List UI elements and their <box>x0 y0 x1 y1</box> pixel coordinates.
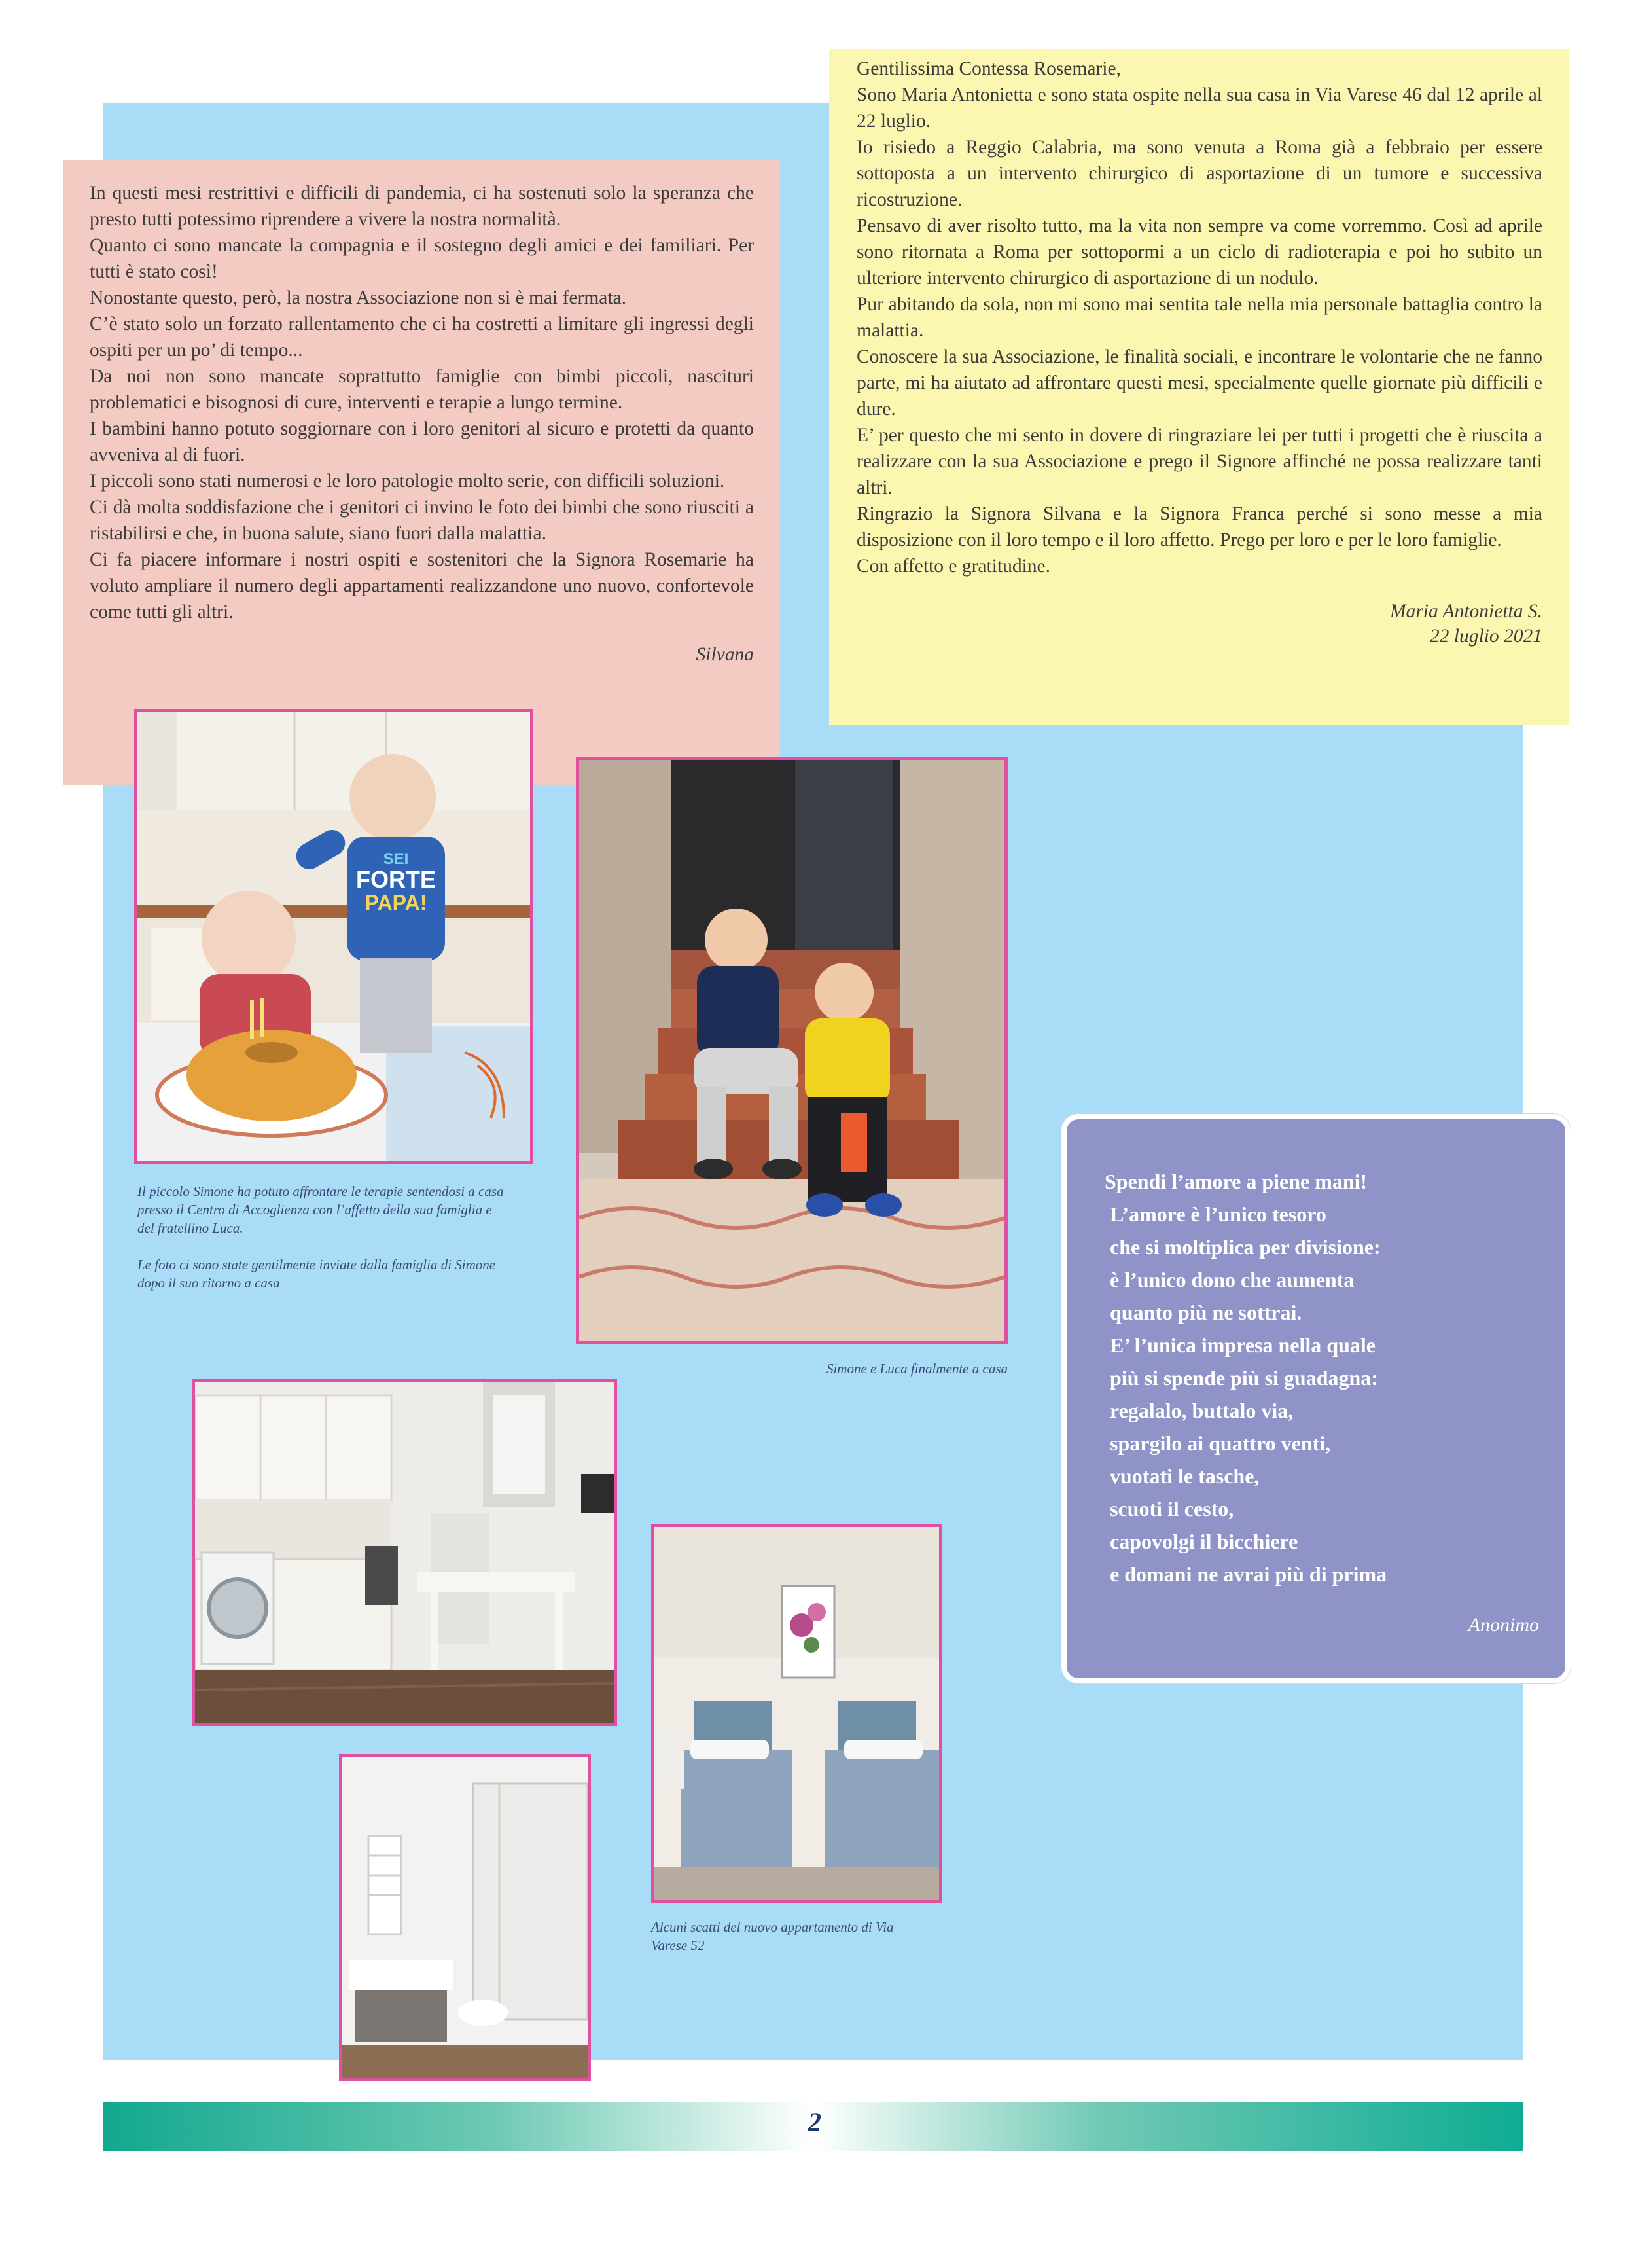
silvana-paragraph: Da noi non sono mancate soprattutto famiglie con bimbi piccoli, nascituri problematici e bisognosi di cure, interventi e terapie a lungo termine. <box>90 366 754 413</box>
photo-simone-luca-stairs-image <box>579 760 1004 1341</box>
maria-closing: Con affetto e gratitudine. <box>857 556 1051 577</box>
photo-apartment-bedroom-image <box>654 1527 939 1900</box>
photo-apartment-bedroom <box>651 1524 942 1903</box>
silvana-paragraph: Nonostante questo, però, la nostra Associazione non si è mai fermata. <box>90 287 627 308</box>
poem-line: quanto più ne sottrai. <box>1105 1301 1302 1324</box>
silvana-paragraph: C’è stato solo un forzato rallentamento che ci ha costretti a limitare gli ingressi degli ospiti per un po’ di tempo... <box>90 314 754 361</box>
poem-line: vuotati le tasche, <box>1105 1464 1260 1488</box>
poem-line: spargilo ai quattro venti, <box>1105 1431 1331 1455</box>
caption-simone-2: Le foto ci sono state gentilmente inviate dalla famiglia di Simone dopo il suo ritorno a casa <box>137 1257 496 1291</box>
shirt-text-line3: PAPA! <box>364 891 427 914</box>
photo-simone-luca-stairs <box>576 757 1008 1344</box>
maria-letter-box <box>829 49 1569 725</box>
poem-line: più si spende più si guadagna: <box>1105 1366 1378 1390</box>
poem-line: Spendi l’amore a piene mani! <box>1105 1170 1368 1193</box>
silvana-paragraph: In questi mesi restrittivi e difficili di pandemia, ci ha sostenuti solo la speranza che presto tutti potessimo riprendere a vivere la nostra normalità. <box>90 183 754 230</box>
maria-paragraph: Ringrazio la Signora Silvana e la Signora Franca perché si sono messe a mia disposizione con il loro tempo e il loro affetto. Prego per loro e per le loro famiglie. <box>857 503 1542 550</box>
maria-paragraph: Conoscere la sua Associazione, le finalità sociali, e incontrare le volontarie che ne fanno parte, mi ha aiutato ad affrontare questi mesi, specialmente quelle giornate più difficili e dure. <box>857 346 1542 420</box>
photo-apartment-kitchen <box>192 1379 617 1726</box>
maria-greeting: Gentilissima Contessa Rosemarie, <box>857 58 1121 79</box>
maria-signature-date: 22 luglio 2021 <box>1429 626 1542 647</box>
photo-apartment-kitchen-image <box>195 1382 614 1723</box>
silvana-paragraph: I piccoli sono stati numerosi e le loro patologie molto serie, con difficili soluzioni. <box>90 471 725 492</box>
silvana-signature: Silvana <box>696 644 754 665</box>
maria-paragraph: Sono Maria Antonietta e sono stata ospite nella sua casa in Via Varese 46 dal 12 aprile al 22 luglio. <box>857 84 1542 132</box>
maria-signature-name: Maria Antonietta S. <box>1390 601 1542 622</box>
poem-line: L’amore è l’unico tesoro <box>1105 1202 1326 1226</box>
page-number: 2 <box>808 2107 821 2136</box>
poem-author: Anonimo <box>1468 1614 1539 1636</box>
maria-paragraph: E’ per questo che mi sento in dovere di ringraziare lei per tutti i progetti che è riuscita a realizzare con la sua Associazione e prego il Signore affinché ne possa realizzare tanti altri. <box>857 425 1542 498</box>
maria-letter-text <box>857 56 1542 579</box>
poem-line: scuoti il cesto, <box>1105 1497 1234 1521</box>
poem-line: che si moltiplica per divisione: <box>1105 1235 1381 1259</box>
shirt-text-line2: FORTE <box>356 866 436 893</box>
poem-line: E’ l’unica impresa nella quale <box>1105 1333 1376 1357</box>
caption-apartment: Alcuni scatti del nuovo appartamento di Via Varese 52 <box>651 1919 894 1953</box>
silvana-paragraph: Ci fa piacere informare i nostri ospiti e sostenitori che la Signora Rosemarie ha voluto ampliare il numero degli appartamenti realizzandone uno nuovo, confortevole come tutti gli altri. <box>90 549 754 622</box>
silvana-paragraph: Quanto ci sono mancate la compagnia e il sostegno degli amici e dei familiari. Per tutti è stato così! <box>90 235 754 282</box>
poem-line: regalalo, buttalo via, <box>1105 1399 1294 1422</box>
poem-text <box>1105 1165 1539 1591</box>
photo-apartment-bathroom-image <box>342 1757 588 2078</box>
silvana-paragraph: I bambini hanno potuto soggiornare con i loro genitori al sicuro e protetti da quanto avveniva al di fuori. <box>90 418 754 465</box>
caption-simone-1: Il piccolo Simone ha potuto affrontare le terapie sentendosi a casa presso il Centro di Accoglienza con l’affetto della sua famiglia e del fratellino Luca. <box>137 1183 504 1236</box>
maria-paragraph: Pensavo di aver risolto tutto, ma la vita non sempre va come vorremmo. Così ad aprile sono ritornata a Roma per sottopormi a un ciclo di radioterapia e poi ho subito un ulteriore intervento chirurgico di asportazione di un nodulo. <box>857 215 1542 289</box>
poem-line: e domani ne avrai più di prima <box>1105 1562 1387 1586</box>
poem-line: è l’unico dono che aumenta <box>1105 1268 1355 1291</box>
silvana-paragraph: Ci dà molta soddisfazione che i genitori ci invino le foto dei bimbi che sono riusciti a ristabilirsi e che, in buona salute, siano fuori dalla malattia. <box>90 497 754 544</box>
silvana-letter-text <box>90 180 754 625</box>
poem-line: capovolgi il bicchiere <box>1105 1530 1298 1553</box>
maria-paragraph: Io risiedo a Reggio Calabria, ma sono venuta a Roma già a febbraio per essere sottoposta a un intervento chirurgico di asportazione di un tumore e successiva ricostruzione. <box>857 137 1542 210</box>
caption-simone-luca: Simone e Luca finalmente a casa <box>826 1361 1008 1377</box>
maria-paragraph: Pur abitando da sola, non mi sono mai sentita tale nella mia personale battaglia contro la malattia. <box>857 294 1542 341</box>
photo-simone-birthday <box>134 709 533 1164</box>
poem-box <box>1061 1114 1571 1683</box>
silvana-letter-box <box>63 160 780 785</box>
shirt-text-line1: SEI <box>383 850 409 868</box>
photo-apartment-bathroom <box>339 1754 591 2081</box>
photo-simone-birthday-image <box>137 712 530 1161</box>
